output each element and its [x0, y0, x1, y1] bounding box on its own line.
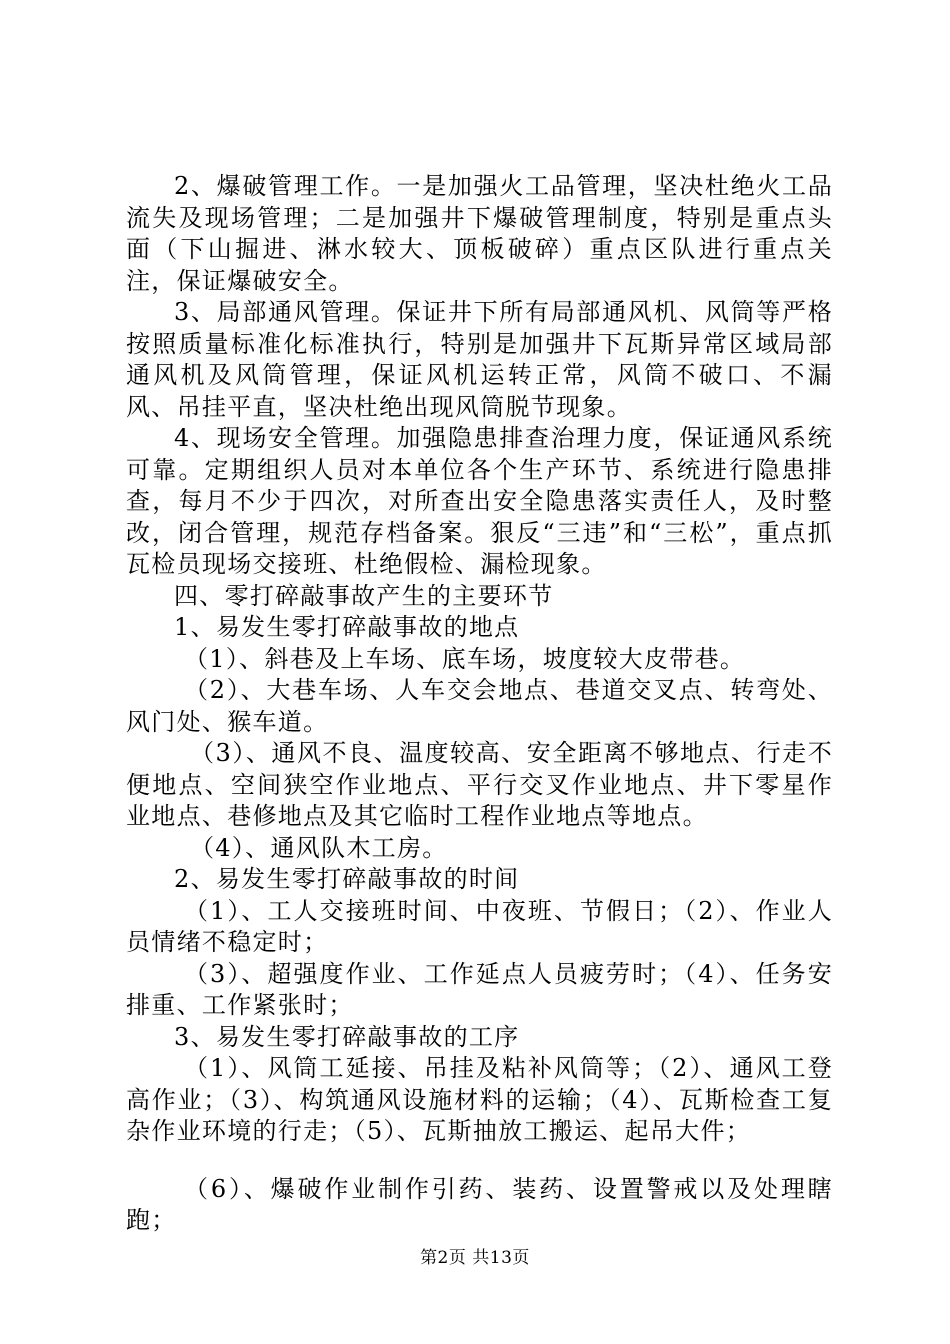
paragraph: 4、现场安全管理。加强隐患排查治理力度，保证通风系统可靠。定期组织人员对本单位各个生产环节、系统进行隐患排查，每月不少于四次，对所查出安全隐患落实责任人，及时整改，闭合管理，规范存档备案。狠反“三违”和“三松”，重点抓瓦检员现场交接班、杜绝假检、漏检现象。: [126, 424, 833, 578]
list-item: （4）、通风队木工房。: [190, 833, 448, 862]
body-text: [126, 171, 833, 1237]
subsection-heading: 1、易发生零打碎敲事故的地点: [174, 613, 520, 641]
section-heading: 四、零打碎敲事故产生的主要环节: [174, 581, 554, 610]
subsection-heading: 3、易发生零打碎敲事故的工序: [174, 1022, 520, 1051]
list-item: （1）、风筒工延接、吊挂及粘补风筒等；（2）、通风工登高作业；（3）、构筑通风设施材料的运输；（4）、瓦斯检查工复杂作业环境的行走；（5）、瓦斯抽放工搬运、起吊大件；: [126, 1054, 833, 1145]
list-item: （1）、工人交接班时间、中夜班、节假日；（2）、作业人员情绪不稳定时；: [126, 896, 833, 956]
list-item: （3）、通风不良、温度较高、安全距离不够地点、行走不便地点、空间狭空作业地点、平行交叉作业地点、井下零星作业地点、巷修地点及其它临时工程作业地点等地点。: [126, 739, 833, 830]
paragraph: 2、爆破管理工作。一是加强火工品管理，坚决杜绝火工品流失及现场管理；二是加强井下爆破管理制度，特别是重点头面（下山掘进、淋水较大、顶板破碎）重点区队进行重点关注，保证爆破安全。: [126, 172, 833, 295]
list-item: （2）、大巷车场、人车交会地点、巷道交叉点、转弯处、风门处、猴车道。: [126, 676, 833, 736]
list-item: （1）、斜巷及上车场、底车场，坡度较大皮带巷。: [184, 644, 746, 673]
list-item: （3）、超强度作业、工作延点人员疲劳时；（4）、任务安排重、工作紧张时；: [126, 959, 833, 1019]
list-item: （6）、爆破作业制作引药、装药、设置警戒以及处理瞎跑；: [126, 1174, 833, 1234]
paragraph: 3、局部通风管理。保证井下所有局部通风机、风筒等严格按照质量标准化标准执行，特别是加强井下瓦斯异常区域局部通风机及风筒管理，保证风机运转正常，风筒不破口、不漏风、吊挂平直，坚决杜绝出现风筒脱节现象。: [126, 298, 833, 421]
subsection-heading: 2、易发生零打碎敲事故的时间: [174, 865, 520, 893]
page-footer: 第2页 共13页: [420, 1248, 530, 1268]
